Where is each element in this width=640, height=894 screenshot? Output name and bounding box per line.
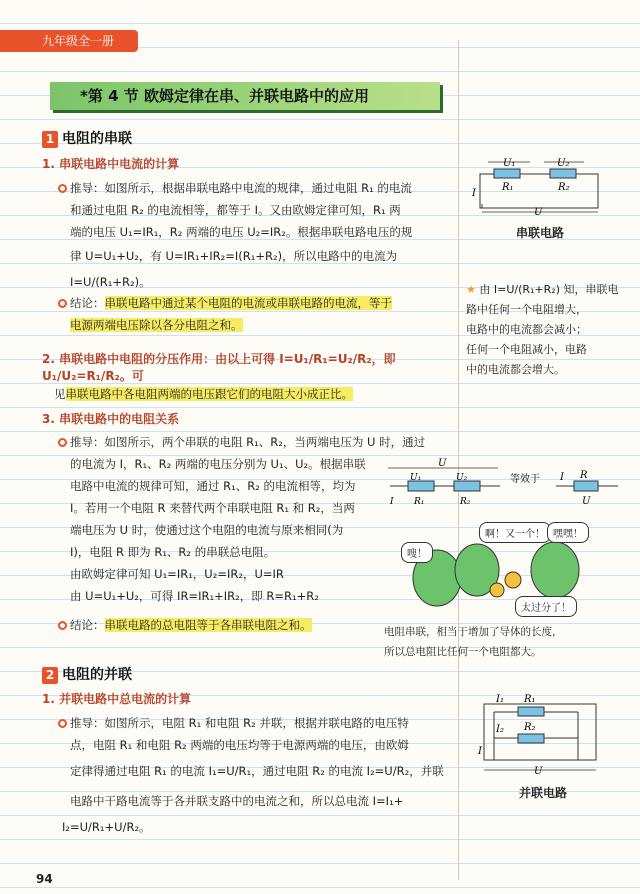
eq-label-u: U	[438, 458, 447, 469]
conclusion-label: 结论：	[70, 296, 105, 310]
side-note-line: 由 I=U/(R₁+R₂) 知，串联电	[479, 283, 619, 296]
par-label-i2: I₂	[496, 724, 504, 735]
resistor-cartoon	[395, 518, 605, 618]
text-line: 电路中干路电流等于各并联支路中的电流之和，所以总电流 I=I₁+	[70, 794, 404, 808]
conclusion-1	[58, 292, 458, 336]
highlight-text: 串联电路的总电阻等于各串联电阻之和。	[104, 618, 312, 632]
subsection-2-1: 1. 并联电路中总电流的计算	[42, 692, 192, 706]
star-icon: ★	[466, 283, 476, 296]
text-line: 推导：如图所示，电阻 R₁ 和电阻 R₂ 并联，根据并联电路的电压特	[70, 716, 409, 730]
label-u2: U₂	[557, 158, 570, 169]
bullet-icon	[58, 438, 67, 447]
label-r1: R₁	[502, 182, 514, 193]
side-note-line: 电路中的电流都会减小；	[466, 323, 587, 336]
speech-bubble: 嗖！	[401, 542, 433, 563]
grade-tab: 九年级全一册	[0, 30, 138, 52]
par-label-r2: R₂	[524, 722, 536, 733]
label-u1: U₁	[503, 158, 516, 169]
derivation-1	[58, 177, 458, 295]
par-label-i1: I₁	[496, 694, 504, 705]
derivation-parallel	[58, 712, 458, 838]
text-line: 和通过电阻 R₂ 的电流相等，都等于 I。又由欧姆定律可知，R₁ 两	[70, 203, 401, 217]
subsection-1-1: 1. 串联电路中电流的计算	[42, 157, 180, 171]
subsection-1-2: 2. 串联电路中电阻的分压作用：由以上可得 I=U₁/R₁=U₂/R₂，即 U₁/U₂=R₁/R₂。可	[42, 352, 396, 383]
side-note-line: 任何一个电阻减小，电路	[466, 343, 587, 356]
text-line: 由 U=U₁+U₂，可得 IR=IR₁+IR₂，即 R=R₁+R₂	[70, 589, 319, 603]
text-line: 推导：如图所示，根据串联电路中电流的规律，通过电阻 R₁ 的电流	[70, 181, 412, 195]
label-r2: R₂	[558, 182, 570, 193]
text-line: 端电压为 U 时，使通过这个电阻的电流与原来相同(为	[70, 523, 344, 537]
eq-label-r: R	[580, 470, 588, 481]
eq-label-u1: U₁	[410, 473, 422, 483]
page-number: 94	[36, 872, 53, 886]
side-note	[466, 280, 634, 380]
label-u: U	[534, 207, 543, 218]
subsection-1-3: 3. 串联电路中的电阻关系	[42, 412, 180, 426]
eq-label-u3: U	[582, 496, 591, 507]
eq-label-r2: R₂	[460, 497, 471, 507]
text-line: I)，电阻 R 即为 R₁、R₂ 的串联总电阻。	[70, 545, 276, 559]
section-1-heading	[42, 128, 132, 148]
highlight-text: 电源两端电压除以各分电阻之和。	[70, 318, 243, 332]
conclusion-label: 结论：	[70, 618, 105, 632]
text-line: 律 U=U₁+U₂，有 U=IR₁+IR₂=I(R₁+R₂)，所以电路中的电流为 I=U/(R₁+R₂)。	[70, 249, 398, 289]
text-line: 由欧姆定律可知 U₁=IR₁，U₂=IR₂，U=IR	[70, 567, 284, 581]
cartoon-note-line: 所以总电阻比任何一个电阻都大。	[384, 646, 542, 658]
bullet-icon	[58, 719, 67, 728]
bullet-icon	[58, 299, 67, 308]
section-2-number: 2	[42, 667, 58, 684]
section-1-number: 1	[42, 131, 58, 148]
par-label-r1: R₁	[524, 694, 536, 705]
text-line: 端的电压 U₁=IR₁，R₂ 两端的电压 U₂=IR₂。根据串联电路电压的规	[70, 225, 413, 239]
text-line: I₂=U/R₁+U/R₂。	[62, 820, 151, 834]
text-line: 定律得通过电阻 R₁ 的电流 I₁=U/R₁，通过电阻 R₂ 的电流 I₂=U/R₂，并联	[70, 764, 444, 778]
par-label-i: I	[478, 746, 482, 757]
eq-label-r1: R₁	[414, 497, 425, 507]
section-2-heading	[42, 664, 132, 684]
text-line: 的电流为 I，R₁、R₂ 两端的电压分别为 U₁、U₂。根据串联	[70, 457, 366, 471]
highlight-text: 串联电路中各电阻两端的电压跟它们的电阻大小成正比。	[65, 387, 353, 401]
bullet-icon	[58, 184, 67, 193]
text-line: I。若用一个电阻 R 来替代两个串联电阻 R₁ 和 R₂，当两	[70, 501, 355, 515]
speech-bubble: 太过分了！	[515, 596, 577, 617]
eq-label-i2: I	[560, 472, 564, 483]
highlight-text: 串联电路中通过某个电阻的电流或串联电路的电流，等于	[104, 296, 392, 310]
text-line: 推导：如图所示，两个串联的电阻 R₁、R₂，当两端电压为 U 时，通过	[70, 435, 426, 449]
cartoon-note-line: 电阻串联，相当于增加了导体的长度，	[384, 626, 563, 638]
cartoon-note	[384, 622, 634, 662]
text-line: 见	[54, 387, 66, 401]
side-note-line: 中的电流都会增大。	[466, 363, 565, 376]
section-2-title: 电阻的并联	[62, 667, 132, 683]
eq-label-i: I	[390, 497, 394, 507]
text-line: 点，电阻 R₁ 和电阻 R₂ 两端的电压均等于电源两端的电压，由欧姆	[70, 738, 409, 752]
par-label-u: U	[534, 766, 543, 777]
section-title-banner: *第 4 节 欧姆定律在串、并联电路中的应用	[50, 82, 440, 110]
side-note-line: 路中任何一个电阻增大，	[466, 303, 587, 316]
equiv-text: 等效于	[510, 474, 540, 485]
equivalent-resistor-diagram	[380, 456, 630, 512]
speech-bubble: 啊！又一个！	[479, 522, 551, 543]
conclusion-3	[58, 614, 312, 636]
eq-label-u2: U₂	[456, 473, 468, 483]
parallel-circuit-diagram	[478, 690, 608, 780]
speech-bubble: 嘿嘿！	[547, 522, 589, 543]
series-circuit-diagram	[470, 152, 610, 222]
text-line: 电路中电流的规律可知，通过 R₁、R₂ 的电流相等，均为	[70, 479, 356, 493]
divider-note	[54, 383, 353, 405]
bullet-icon	[58, 621, 67, 630]
label-i: I	[472, 188, 476, 199]
series-figure-caption: 串联电路	[515, 226, 564, 240]
section-1-title: 电阻的串联	[62, 131, 132, 147]
parallel-figure-caption: 并联电路	[518, 786, 567, 800]
